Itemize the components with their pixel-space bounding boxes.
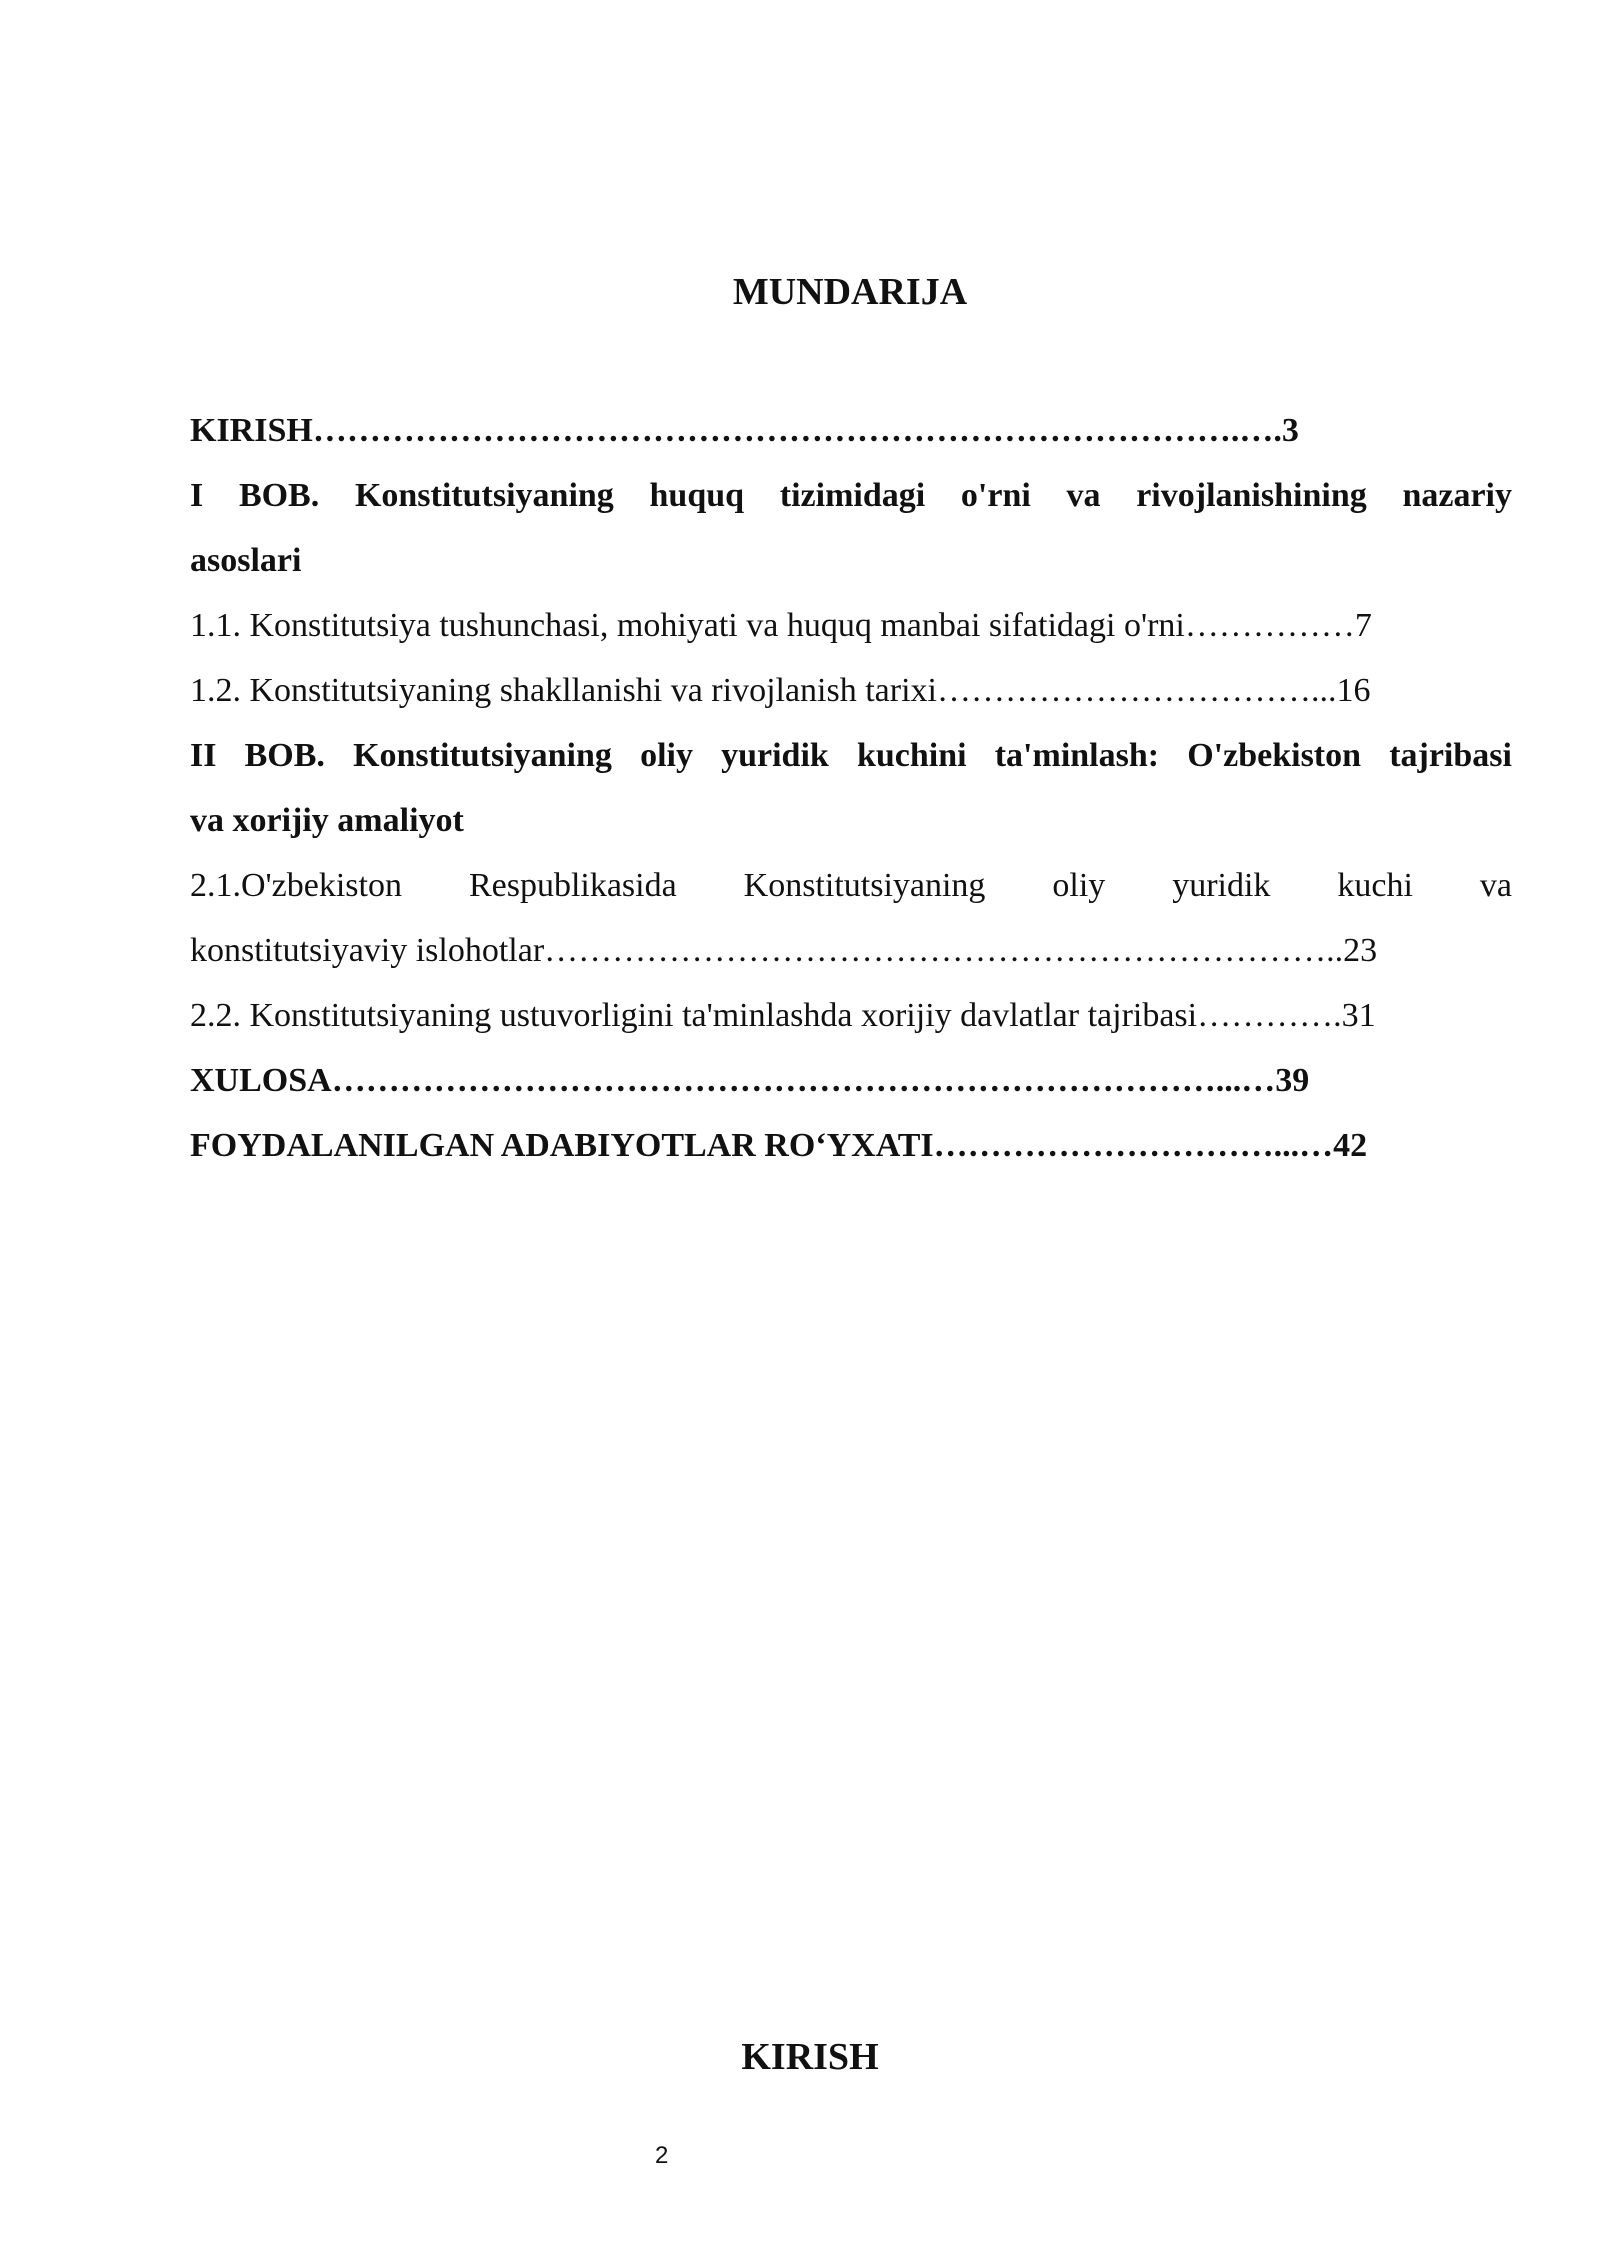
- toc-word: O'zbekiston: [1187, 737, 1362, 774]
- toc-entry-section-2-1-line-1: [190, 853, 1512, 918]
- toc-word: Konstitutsiyaning: [353, 737, 612, 774]
- toc-entry-section-2-1-line-2: konstitutsiyaviy islohotlar……………………………………………………………..23: [190, 932, 1378, 969]
- toc-word: oliy: [1052, 867, 1106, 904]
- toc-word: kuchi: [1337, 867, 1413, 904]
- page-number: 2: [655, 2142, 669, 2169]
- toc-word: Respublikasida: [468, 867, 677, 904]
- toc-word: va: [1066, 477, 1101, 514]
- toc-word: huquq: [649, 477, 745, 514]
- toc-entry-references: FOYDALANILGAN ADABIYOTLAR RO‘YXATI…………………………...…42: [190, 1127, 1368, 1164]
- toc-word: nazariy: [1402, 477, 1512, 514]
- toc-word: oliy: [640, 737, 693, 774]
- toc-entry-section-1-2: 1.2. Konstitutsiyaning shakllanishi va rivojlanish tarixi……………………………...16: [190, 672, 1371, 709]
- toc-word: o'rni: [960, 477, 1031, 514]
- toc-chapter-2-title-line-2: va xorijiy amaliyot: [190, 802, 464, 839]
- toc-word: BOB.: [244, 737, 325, 774]
- toc-word: kuchini: [856, 737, 967, 774]
- toc-word: tizimidagi: [779, 477, 926, 514]
- toc-word: rivojlanishining: [1136, 477, 1367, 514]
- toc-chapter-1-title-line-1: [190, 463, 1512, 528]
- toc-entry-section-1-1: 1.1. Konstitutsiya tushunchasi, mohiyati va huquq manbai sifatidagi o'rni……………7: [190, 607, 1372, 644]
- toc-word: tajribasi: [1389, 737, 1512, 774]
- toc-entry-kirish: KIRISH……………………………………………………………………….….3: [190, 412, 1299, 449]
- toc-chapter-1-title-line-2: asoslari: [190, 542, 302, 579]
- toc-word: Konstitutsiyaning: [743, 867, 986, 904]
- toc-word: 2.1.O'zbekiston: [190, 867, 402, 904]
- toc-word: yuridik: [721, 737, 829, 774]
- toc-word: va: [1479, 867, 1512, 904]
- toc-title: MUNDARIJA: [732, 271, 968, 313]
- toc-entry-section-2-2: 2.2. Konstitutsiyaning ustuvorligini ta'minlashda xorijiy davlatlar tajribasi………….31: [190, 997, 1376, 1034]
- toc-chapter-2-title-line-1: [190, 723, 1512, 788]
- toc-entry-xulosa: XULOSA……………………………………………………………………...…39: [190, 1062, 1310, 1099]
- toc-word: yuridik: [1172, 867, 1271, 904]
- toc-word: ta'minlash:: [994, 737, 1160, 774]
- toc-word: Konstitutsiyaning: [354, 477, 614, 514]
- intro-heading: KIRISH: [741, 2036, 879, 2078]
- toc-word: I: [190, 477, 204, 514]
- toc-word: II: [190, 737, 217, 774]
- toc-word: BOB.: [238, 477, 320, 514]
- table-of-contents: [190, 398, 1512, 1178]
